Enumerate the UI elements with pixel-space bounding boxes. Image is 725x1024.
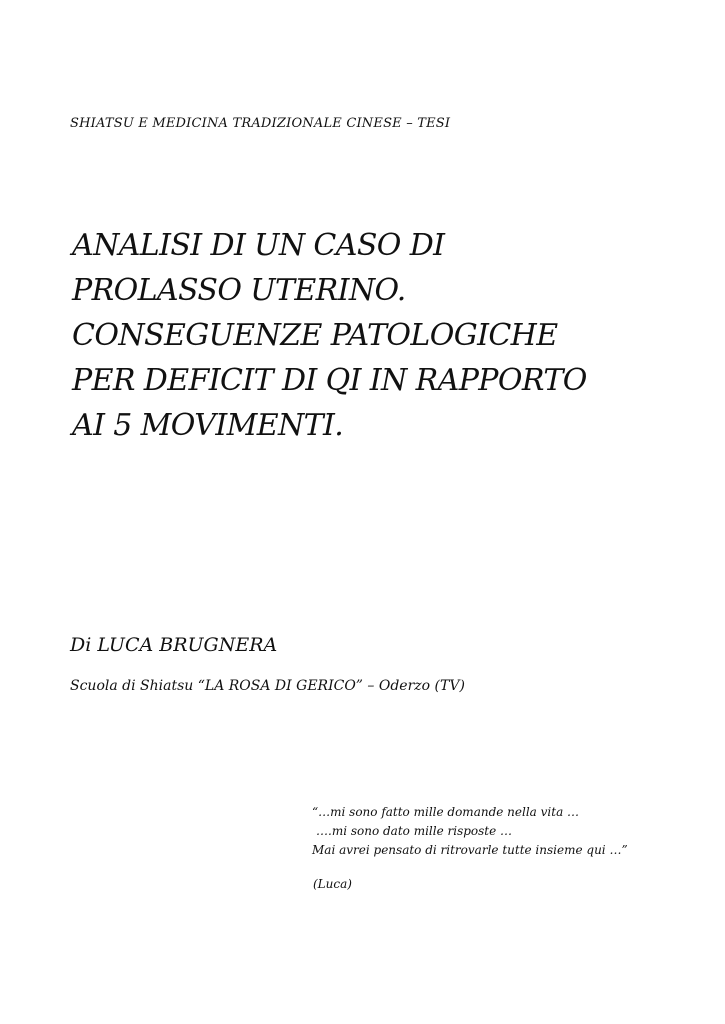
quote-line: ….mi sono dato mille risposte … — [316, 824, 513, 838]
epigraph-quote — [312, 803, 628, 860]
quote-line: “…mi sono fatto mille domande nella vita … — [312, 805, 580, 819]
title-line: AI 5 MOVIMENTI. — [72, 408, 344, 443]
title-line: PROLASSO UTERINO. — [72, 273, 406, 308]
quote-attribution: (Luca) — [313, 877, 352, 891]
author-name: Di LUCA BRUGNERA — [70, 634, 278, 656]
document-header: SHIATSU E MEDICINA TRADIZIONALE CINESE – TESI — [70, 116, 451, 131]
thesis-title — [72, 223, 672, 448]
title-line: CONSEGUENZE PATOLOGICHE — [72, 318, 558, 353]
title-line: ANALISI DI UN CASO DI — [72, 228, 445, 263]
quote-line: Mai avrei pensato di ritrovarle tutte insieme qui …” — [312, 843, 628, 857]
school-name: Scuola di Shiatsu “LA ROSA DI GERICO” – Oderzo (TV) — [70, 678, 465, 694]
title-line: PER DEFICIT DI QI IN RAPPORTO — [72, 363, 587, 398]
